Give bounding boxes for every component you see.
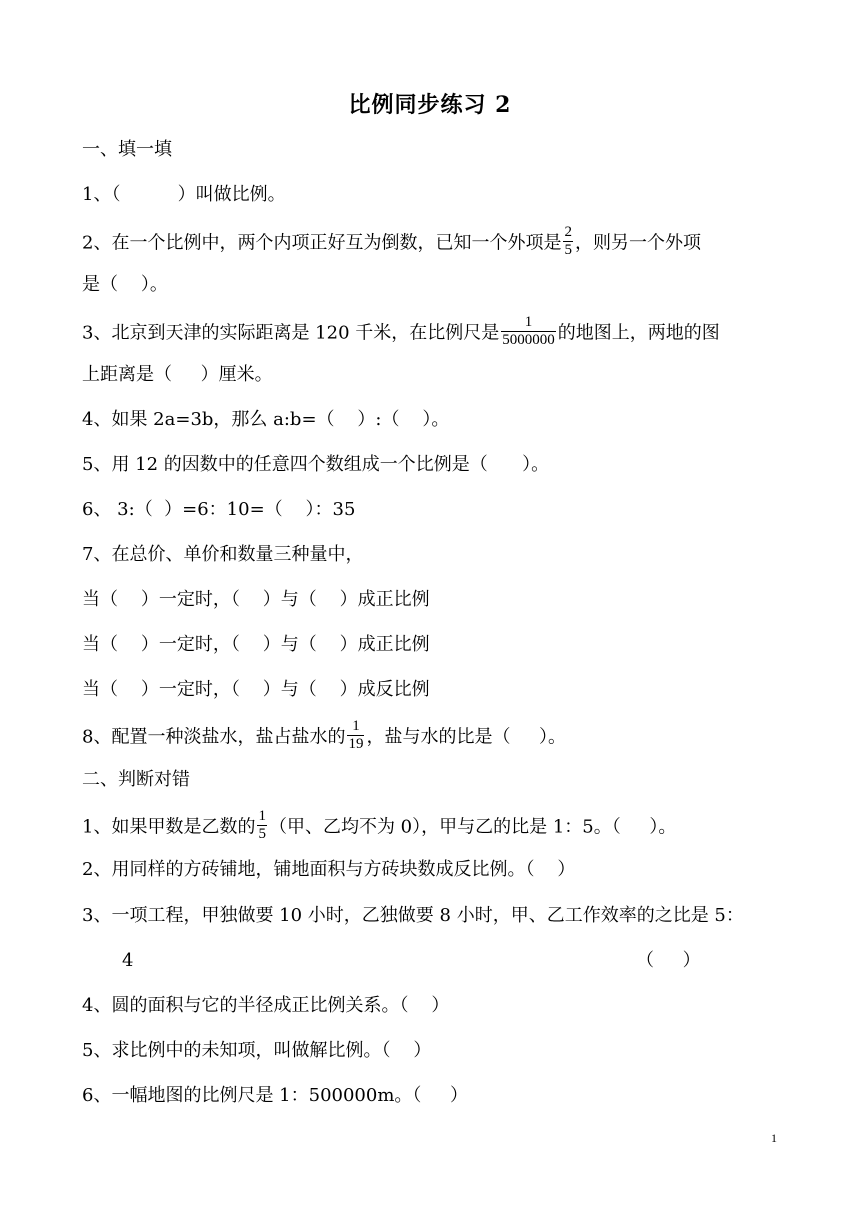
question-2-3: 3、一项工程，甲独做要 10 小时，乙独做要 8 小时，甲、乙工作效率的之比是 5： xyxy=(82,905,744,926)
question-2-5: 5、求比例中的未知项，叫做解比例。（ ） xyxy=(82,1040,432,1061)
question-text: 的地图上，两地的图 xyxy=(557,322,720,344)
question-1-7-line-a: 当（ ）一定时，（ ）与（ ）成正比例 xyxy=(82,589,430,610)
section-heading-fill: 一、填一填 xyxy=(82,139,172,160)
question-text: ，则另一个外项 xyxy=(574,232,701,254)
fraction-numerator: 2 xyxy=(564,224,572,240)
question-1-2 xyxy=(82,226,701,261)
fraction-numerator: 1 xyxy=(347,718,364,736)
question-2-1 xyxy=(82,810,676,845)
question-text: 3、北京到天津的实际距离是 120 千米，在比例尺是 xyxy=(82,322,500,344)
question-1-7: 7、在总价、单价和数量三种量中， xyxy=(82,544,364,565)
question-2-3-continued: 4 xyxy=(122,950,134,971)
question-1-1: 1、（ ）叫做比例。 xyxy=(82,184,286,205)
question-1-7-line-c: 当（ ）一定时，（ ）与（ ）成反比例 xyxy=(82,679,430,700)
question-2-3-answer-blank: （ ） xyxy=(636,950,701,971)
question-text: （甲、乙均不为 0），甲与乙的比是 1：5。（ ）。 xyxy=(268,816,677,838)
question-1-2-continued: 是（ ）。 xyxy=(82,274,168,295)
question-1-8 xyxy=(82,720,566,755)
question-text: ，盐与水的比是（ ）。 xyxy=(366,726,567,748)
question-1-6: 6、 3:（ ）=6：10=（ ）：35 xyxy=(82,499,356,520)
question-text: 8、配置一种淡盐水，盐占盐水的 xyxy=(82,726,346,748)
question-2-4: 4、圆的面积与它的半径成正比例关系。（ ） xyxy=(82,995,450,1016)
question-1-7-line-b: 当（ ）一定时，（ ）与（ ）成正比例 xyxy=(82,634,430,655)
question-1-3 xyxy=(82,316,720,351)
fraction-numerator: 1 xyxy=(501,314,556,332)
fraction-denominator: 5 xyxy=(564,242,572,258)
fraction-denominator: 5 xyxy=(258,826,266,842)
question-text: 1、如果甲数是乙数的 xyxy=(82,816,256,838)
section-heading-judge: 二、判断对错 xyxy=(82,769,190,790)
fraction xyxy=(563,224,573,259)
question-2-6: 6、一幅地图的比例尺是 1：500000m。（ ） xyxy=(82,1085,469,1106)
fraction xyxy=(501,314,556,349)
fraction xyxy=(347,718,364,753)
fraction-numerator: 1 xyxy=(258,808,266,824)
page-title: 比例同步练习 2 xyxy=(348,92,512,118)
question-2-2: 2、用同样的方砖铺地，铺地面积与方砖块数成反比例。（ ） xyxy=(82,859,576,880)
fraction xyxy=(257,808,267,843)
page-number: 1 xyxy=(771,1131,777,1145)
fraction-denominator: 5000000 xyxy=(502,332,555,348)
question-1-5: 5、用 12 的因数中的任意四个数组成一个比例是（ ）。 xyxy=(82,454,550,475)
question-1-3-continued: 上距离是（ ）厘米。 xyxy=(82,364,273,385)
fraction-denominator: 19 xyxy=(348,736,364,752)
question-text: 2、在一个比例中，两个内项正好互为倒数，已知一个外项是 xyxy=(82,232,562,254)
question-1-4: 4、如果 2a=3b，那么 a:b=（ ）:（ ）。 xyxy=(82,409,450,430)
